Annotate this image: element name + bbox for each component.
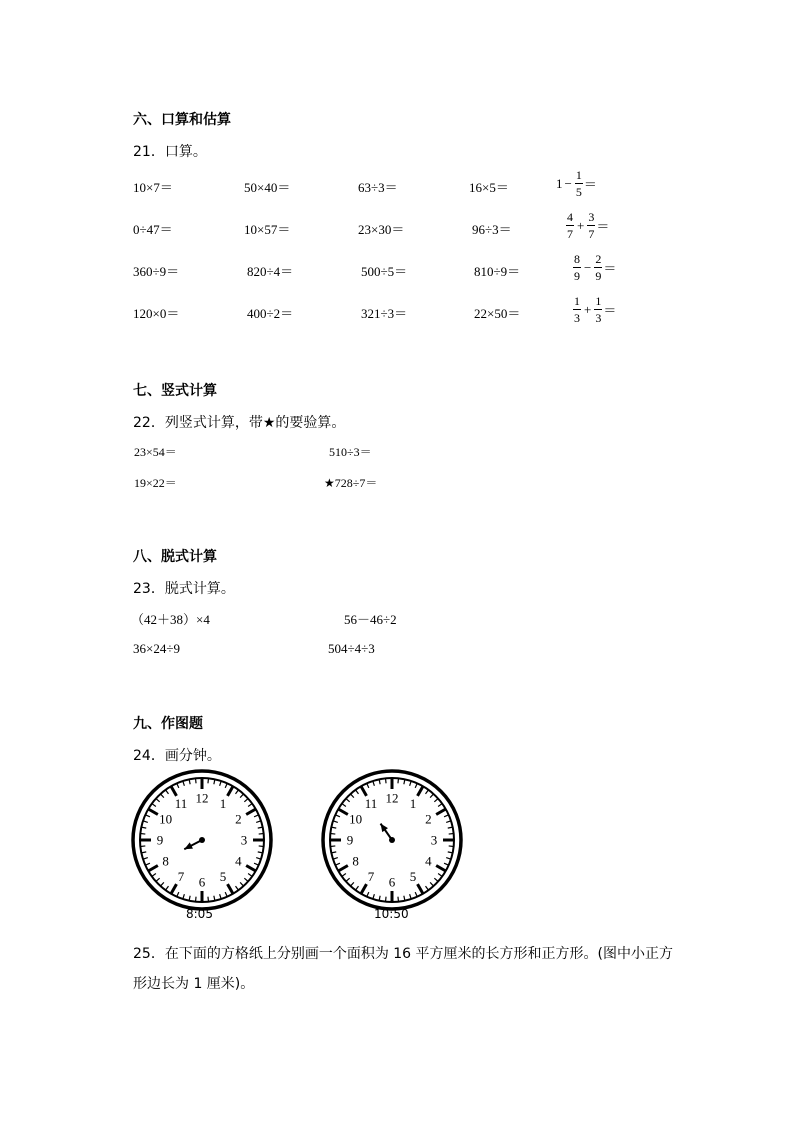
clock-minute-tick — [415, 892, 417, 897]
clock-face — [320, 768, 464, 912]
clock-hour-tick — [246, 809, 256, 815]
clock-minute-tick — [177, 783, 179, 788]
fraction-numerator: 1 — [575, 168, 582, 182]
oral-calc-item: 22×50＝ — [474, 306, 521, 321]
clock-minute-tick — [143, 821, 148, 823]
clock-number: 3 — [240, 832, 248, 848]
question-25-line2: 形边长为 1 厘米)。 — [133, 976, 255, 992]
oral-calc-item: 96÷3＝ — [472, 222, 512, 237]
vertical-calc-item: 23×54＝ — [134, 445, 177, 459]
clock-minute-tick — [449, 834, 454, 835]
fraction — [566, 211, 574, 240]
oral-calc-item: 23×30＝ — [358, 222, 405, 237]
question-23: 23．脱式计算。 — [133, 581, 235, 597]
fraction-expression — [572, 295, 616, 324]
clock-hour-tick — [228, 786, 234, 796]
clock-number: 3 — [430, 832, 438, 848]
fraction — [573, 295, 581, 324]
clock-minute-tick — [346, 878, 350, 881]
clock-minute-tick — [256, 858, 261, 860]
clock-minute-tick — [373, 894, 375, 899]
fraction-expression — [556, 169, 597, 198]
clock-minute-tick — [430, 794, 433, 798]
fraction-equals: ＝ — [596, 219, 610, 234]
clock-minute-tick — [356, 790, 359, 794]
clock-minute-tick — [196, 778, 197, 783]
clock-hour-tick — [338, 866, 348, 872]
clock-minute-tick — [177, 892, 179, 897]
clock-minute-tick — [208, 778, 209, 783]
question-22: 22．列竖式计算，带★的要验算。 — [133, 415, 346, 431]
fraction-denominator: 3 — [595, 311, 602, 325]
fraction-operator: + — [584, 301, 592, 317]
clock-minute-tick — [225, 783, 227, 788]
clock-number: 7 — [367, 868, 375, 884]
question-21: 21．口算。 — [133, 144, 207, 160]
clock-number: 7 — [177, 868, 185, 884]
clock-minute-tick — [225, 892, 227, 897]
fraction-denominator: 9 — [574, 269, 580, 283]
clock-minute-tick — [438, 804, 442, 807]
section8-heading: 八、脱式计算 — [133, 549, 217, 565]
clock-number: 5 — [219, 868, 227, 884]
fraction-denominator: 7 — [588, 227, 595, 241]
clock-face — [130, 768, 274, 912]
clock-minute-tick — [342, 874, 346, 877]
fraction-equals: ＝ — [603, 303, 617, 318]
clock-minute-tick — [333, 821, 338, 823]
oral-calc-item: 16×5＝ — [469, 180, 509, 195]
clock-number: 1 — [409, 796, 417, 812]
stepwise-calc-item: （42＋38）×4 — [131, 612, 210, 627]
fraction-numerator: 4 — [567, 210, 573, 224]
clock-hour-tick — [418, 884, 424, 894]
oral-calc-item: 321÷3＝ — [361, 306, 408, 321]
clock-minute-tick — [398, 778, 399, 783]
fraction-numerator: 1 — [595, 294, 602, 308]
fraction-denominator: 3 — [574, 311, 580, 325]
clock-hour-tick — [148, 866, 158, 872]
clock-number: 2 — [235, 811, 242, 827]
clock-minute-tick — [152, 874, 156, 877]
clock-minute-tick — [434, 799, 438, 802]
clock-number: 12 — [385, 790, 399, 806]
clock-minute-tick — [140, 846, 145, 847]
clock-minute-tick — [240, 794, 243, 798]
oral-calc-item: 120×0＝ — [133, 306, 180, 321]
stepwise-calc-item: 36×24÷9 — [133, 641, 180, 656]
clock-number: 10 — [349, 811, 363, 827]
clock-number: 2 — [425, 811, 432, 827]
clock-hour-hand-arrow — [381, 824, 388, 833]
vertical-calc-item: 19×22＝ — [134, 476, 177, 490]
clock-center-pin — [389, 837, 395, 843]
clock-minute-tick — [166, 886, 169, 890]
clock-minute-tick — [342, 804, 346, 807]
clock-minute-tick — [140, 834, 145, 835]
clock-minute-tick — [438, 874, 442, 877]
clock-minute-tick — [259, 834, 264, 835]
fraction-denominator: 7 — [567, 227, 573, 241]
clock-minute-tick — [145, 863, 150, 865]
clock-minute-tick — [444, 815, 449, 817]
clock-minute-tick — [330, 834, 335, 835]
clock-minute-tick — [196, 897, 197, 902]
clock-hour-tick — [418, 786, 424, 796]
clock-hour-tick — [361, 884, 367, 894]
question-25-line1: 25．在下面的方格纸上分别画一个面积为 16 平方厘米的长方形和正方形。(图中小正方 — [133, 946, 673, 962]
clock-minute-tick — [220, 781, 222, 786]
clock-number: 11 — [174, 796, 188, 812]
clock-minute-tick — [156, 799, 160, 802]
clock-minute-tick — [386, 897, 387, 902]
clock-minute-tick — [335, 863, 340, 865]
clock-minute-tick — [240, 882, 243, 886]
clock-minute-tick — [426, 886, 429, 890]
clock-minute-tick — [335, 815, 340, 817]
oral-calc-item: 50×40＝ — [244, 180, 291, 195]
clock-number: 6 — [388, 874, 396, 890]
clock-hour-tick — [246, 866, 256, 872]
clock-number: 10 — [159, 811, 173, 827]
vertical-calc-item: ★728÷7＝ — [324, 476, 378, 490]
clock-minute-tick — [333, 858, 338, 860]
clock-minute-tick — [259, 846, 264, 847]
clock-minute-tick — [145, 815, 150, 817]
clock-minute-tick — [434, 878, 438, 881]
clock-minute-tick — [143, 858, 148, 860]
clock-minute-tick — [367, 783, 369, 788]
clock-minute-tick — [398, 897, 399, 902]
clock-number: 6 — [198, 874, 206, 890]
oral-calc-item: 400÷2＝ — [247, 306, 294, 321]
clock-minute-tick — [330, 846, 335, 847]
fraction-numerator: 1 — [574, 294, 580, 308]
clock-minute-tick — [208, 897, 209, 902]
question-24: 24．画分钟。 — [133, 748, 221, 764]
clock-minute-tick — [444, 863, 449, 865]
fraction-numerator: 8 — [574, 252, 580, 266]
clock-minute-tick — [446, 858, 451, 860]
clock-hour-tick — [436, 866, 446, 872]
clock-hour-tick — [338, 809, 348, 815]
oral-calc-item: 820÷4＝ — [247, 264, 294, 279]
clock-hour-tick — [171, 884, 177, 894]
clock-minute-tick — [351, 794, 354, 798]
clock-hour-tick — [171, 786, 177, 796]
fraction-operator: + — [577, 217, 585, 233]
fraction-expression — [572, 253, 616, 282]
clock-minute-tick — [449, 846, 454, 847]
clock-minute-tick — [254, 863, 259, 865]
clock-minute-tick — [248, 874, 252, 877]
fraction — [594, 295, 602, 324]
section7-heading: 七、竖式计算 — [133, 383, 217, 399]
fraction-denominator: 9 — [595, 269, 602, 283]
fraction — [573, 253, 581, 282]
clock-number: 8 — [162, 853, 169, 869]
clock-number: 1 — [219, 796, 227, 812]
clock-minute-tick — [254, 815, 259, 817]
clock-minute-tick — [236, 790, 239, 794]
vertical-calc-item: 510÷3＝ — [329, 445, 372, 459]
fraction — [575, 169, 583, 198]
clock-minute-tick — [351, 882, 354, 886]
clock-minute-tick — [220, 894, 222, 899]
fraction-denominator: 5 — [575, 185, 582, 199]
oral-calc-item: 10×7＝ — [133, 180, 173, 195]
fraction-lead: 1 — [556, 175, 563, 191]
fraction-numerator: 3 — [588, 210, 595, 224]
clock-minute-tick — [373, 781, 375, 786]
clock-number: 11 — [364, 796, 378, 812]
oral-calc-item: 10×57＝ — [244, 222, 291, 237]
fraction-operator: − — [584, 259, 592, 275]
fraction-equals: ＝ — [583, 177, 597, 192]
clock-minute-tick — [236, 886, 239, 890]
oral-calc-item: 810÷9＝ — [474, 264, 521, 279]
oral-calc-item: 63÷3＝ — [358, 180, 398, 195]
clock-hour-tick — [148, 809, 158, 815]
clock-minute-tick — [410, 894, 412, 899]
clock-minute-tick — [346, 799, 350, 802]
section6-heading: 六、口算和估算 — [133, 112, 231, 128]
clock-minute-tick — [244, 878, 248, 881]
clock-minute-tick — [415, 783, 417, 788]
fraction-equals: ＝ — [603, 261, 617, 276]
section9-heading: 九、作图题 — [133, 716, 203, 732]
clock-minute-tick — [446, 821, 451, 823]
fraction-operator: − — [564, 175, 572, 191]
clock-number: 4 — [425, 853, 432, 869]
oral-calc-item: 0÷47＝ — [133, 222, 173, 237]
clock-minute-tick — [426, 790, 429, 794]
clock-minute-tick — [356, 886, 359, 890]
clock-number: 9 — [156, 832, 164, 848]
oral-calc-item: 360÷9＝ — [133, 264, 180, 279]
clock-minute-tick — [248, 804, 252, 807]
clock-minute-tick — [161, 882, 164, 886]
clock-hour-tick — [436, 809, 446, 815]
clock-minute-tick — [430, 882, 433, 886]
fraction-numerator: 2 — [595, 252, 602, 266]
clock-minute-tick — [183, 894, 185, 899]
stepwise-calc-item: 504÷4÷3 — [328, 641, 375, 656]
clock-caption: 10:50 — [374, 907, 409, 921]
clock-minute-tick — [183, 781, 185, 786]
oral-calc-item: 500÷5＝ — [361, 264, 408, 279]
clock-number: 12 — [195, 790, 209, 806]
clock-number: 4 — [235, 853, 242, 869]
clock-minute-tick — [244, 799, 248, 802]
clock-number: 8 — [352, 853, 359, 869]
clock-minute-tick — [166, 790, 169, 794]
clock-minute-tick — [410, 781, 412, 786]
clock-center-pin — [199, 837, 205, 843]
clock-minute-tick — [367, 892, 369, 897]
clock-hour-tick — [228, 884, 234, 894]
fraction — [587, 211, 595, 240]
clock-hour-tick — [361, 786, 367, 796]
clock-number: 9 — [346, 832, 354, 848]
clock-minute-tick — [161, 794, 164, 798]
fraction-expression — [565, 211, 609, 240]
clock-caption: 8:05 — [186, 907, 213, 921]
clock-minute-tick — [156, 878, 160, 881]
clock-minute-tick — [386, 778, 387, 783]
stepwise-calc-item: 56－46÷2 — [344, 612, 397, 627]
clock-minute-tick — [256, 821, 261, 823]
clock-minute-tick — [152, 804, 156, 807]
fraction — [594, 253, 602, 282]
clock-number: 5 — [409, 868, 417, 884]
